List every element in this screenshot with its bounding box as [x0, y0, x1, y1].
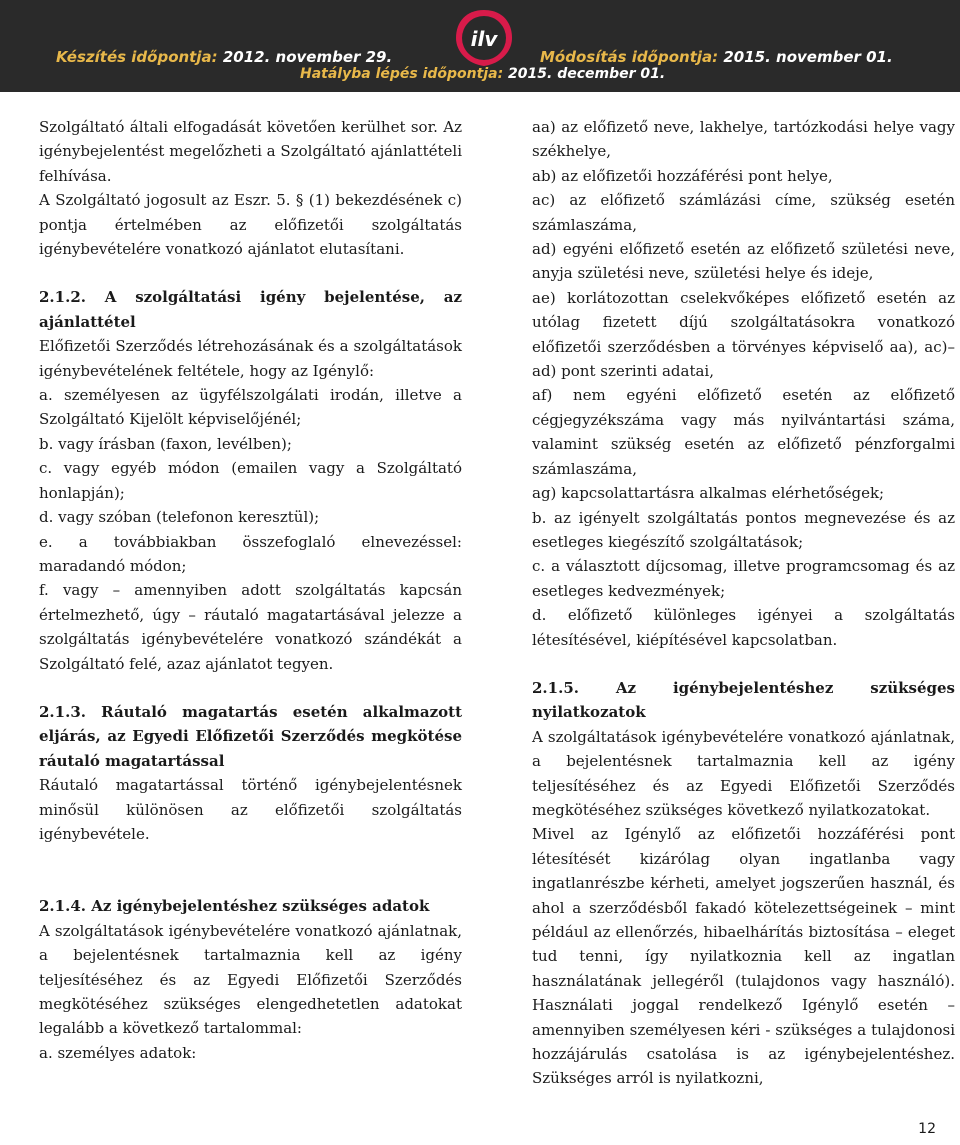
modified-value: 2015. november 01.	[723, 48, 893, 66]
section-heading-2-1-4: 2.1.4. Az igénybejelentéshez szükséges adatok	[39, 897, 430, 916]
created-value: 2012. november 29.	[222, 48, 393, 66]
paragraph: A szolgáltatások igénybevételére vonatkozó ajánlatnak, a bejelentésnek tartalmaznia kell az igény teljesítéséhez és az Egyedi Előfizetői Szerződés megkötéséhez szükséges elengedhetetlen adatokat legalább a következő tartalommal:	[39, 921, 462, 1038]
paragraph: A Szolgáltató jogosult az Eszr. 5. § (1) bekezdésének c) pontja értelmében az előfizetői szolgáltatás igénybevételére vonatkozó ajánlatot elutasítani.	[39, 191, 462, 259]
list-item: c. a választott díjcsomag, illetve programcsomag és az esetleges kedvezmények;	[532, 557, 955, 600]
paragraph: Szolgáltató általi elfogadását követően kerülhet sor. Az igénybejelentést megelőzheti a Szolgáltató ajánlattételi felhívása.	[39, 118, 462, 185]
paragraph: Mivel az Igénylő az előfizetői hozzáférési pont létesítését kizárólag olyan ingatlanba vagy ingatlanrészbe kérheti, amelyet jogszerűen használ, és ahol a szerződésből fakadó kötelezettségeinek – mint például az ellenőrzés, hibaelhárítás biztosítása – eleget tud tenni, így nyilatkoznia kell az ingatlan használatának jellegéről (tulajdonos vagy használó). Használati joggal rendelkező Igénylő esetén – amennyiben személyesen kéri - szükséges a tulajdonosi hozzájárulás csatolása is az igénybejelentéshez. Szükséges arról is nyilatkozni,	[532, 825, 955, 1088]
section-heading-2-1-5: 2.1.5. Az igénybejelentéshez szükséges nyilatkozatok	[532, 678, 955, 722]
list-item: aa) az előfizető neve, lakhelye, tartózkodási helye vagy székhelye,	[532, 118, 955, 161]
modified-label: Módosítás időpontja:	[540, 48, 719, 66]
list-item: e. a továbbiakban összefoglaló elnevezéssel: maradandó módon;	[39, 532, 462, 575]
list-item: ae) korlátozottan cselekvőképes előfizető esetén az utólag fizetett díjú szolgáltatásokra vonatkozó előfizetői szerződésben a törvényes képviselő aa), ac)– ad) pont szerinti adatai,	[532, 288, 955, 381]
list-item: b. az igényelt szolgáltatás pontos megnevezése és az esetleges kiegészítő szolgáltatások;	[532, 508, 955, 551]
page-number: 12	[918, 1121, 936, 1137]
company-logo	[452, 6, 516, 70]
paragraph: Előfizetői Szerződés létrehozásának és a szolgáltatások igénybevételének feltétele, hogy az Igénylő:	[39, 337, 462, 380]
paragraph: A szolgáltatások igénybevételére vonatkozó ajánlatnak, a bejelentésnek tartalmaznia kell az igény teljesítéséhez és az Egyedi Előfizetői Szerződés megkötéséhez szükséges következő nyilatkozatokat.	[532, 727, 955, 819]
list-item: b. vagy írásban (faxon, levélben);	[39, 434, 292, 453]
logo-text: ilv	[470, 27, 498, 51]
effective-value: 2015. december 01.	[508, 66, 666, 82]
list-item: d. vagy szóban (telefonon keresztül);	[39, 508, 320, 527]
list-item: f. vagy – amennyiben adott szolgáltatás kapcsán értelmezhető, úgy – ráutaló magatartásával jelezze a szolgáltatás igénybevételére vonatkozó szándékát a Szolgáltató felé, azaz ajánlatot tegyen.	[39, 581, 462, 673]
list-item: d. előfizető különleges igényei a szolgáltatás létesítésével, kiépítésével kapcsolatban.	[532, 606, 955, 649]
list-item: ad) egyéni előfizető esetén az előfizető születési neve, anyja születési neve, születési helye és ideje,	[532, 240, 955, 283]
document-header	[0, 0, 960, 92]
list-item: ab) az előfizetői hozzáférési pont helye,	[532, 166, 833, 185]
list-item: af) nem egyéni előfizető esetén az előfizető cégjegyzékszáma vagy más nyilvántartási száma, valamint szükség esetén az előfizető pénzforgalmi számlaszáma,	[532, 386, 955, 478]
right-column	[532, 115, 955, 1091]
left-column	[39, 115, 462, 1065]
list-item: ac) az előfizető számlázási címe, szükség esetén számlaszáma,	[532, 191, 955, 234]
created-date	[56, 48, 392, 66]
list-item: c. vagy egyéb módon (emailen vagy a Szolgáltató honlapján);	[39, 459, 462, 502]
effective-label: Hatályba lépés időpontja:	[300, 66, 504, 82]
list-item: ag) kapcsolattartásra alkalmas elérhetőségek;	[532, 484, 885, 503]
paragraph: Ráutaló magatartással történő igénybejelentésnek minősül különösen az előfizetői szolgáltatás igénybevétele.	[39, 776, 462, 843]
list-item: a. személyesen az ügyfélszolgálati irodán, illetve a Szolgáltató Kijelölt képviselőjénél;	[39, 386, 462, 429]
paragraph: a. személyes adatok:	[39, 1043, 197, 1062]
created-label: Készítés időpontja:	[56, 48, 218, 66]
modified-date	[540, 48, 893, 66]
section-heading-2-1-3: 2.1.3. Ráutaló magatartás esetén alkalmazott eljárás, az Egyedi Előfizetői Szerződés megkötése ráutaló magatartással	[39, 702, 462, 770]
section-heading-2-1-2: 2.1.2. A szolgáltatási igény bejelentése, az ajánlattétel	[39, 288, 462, 331]
